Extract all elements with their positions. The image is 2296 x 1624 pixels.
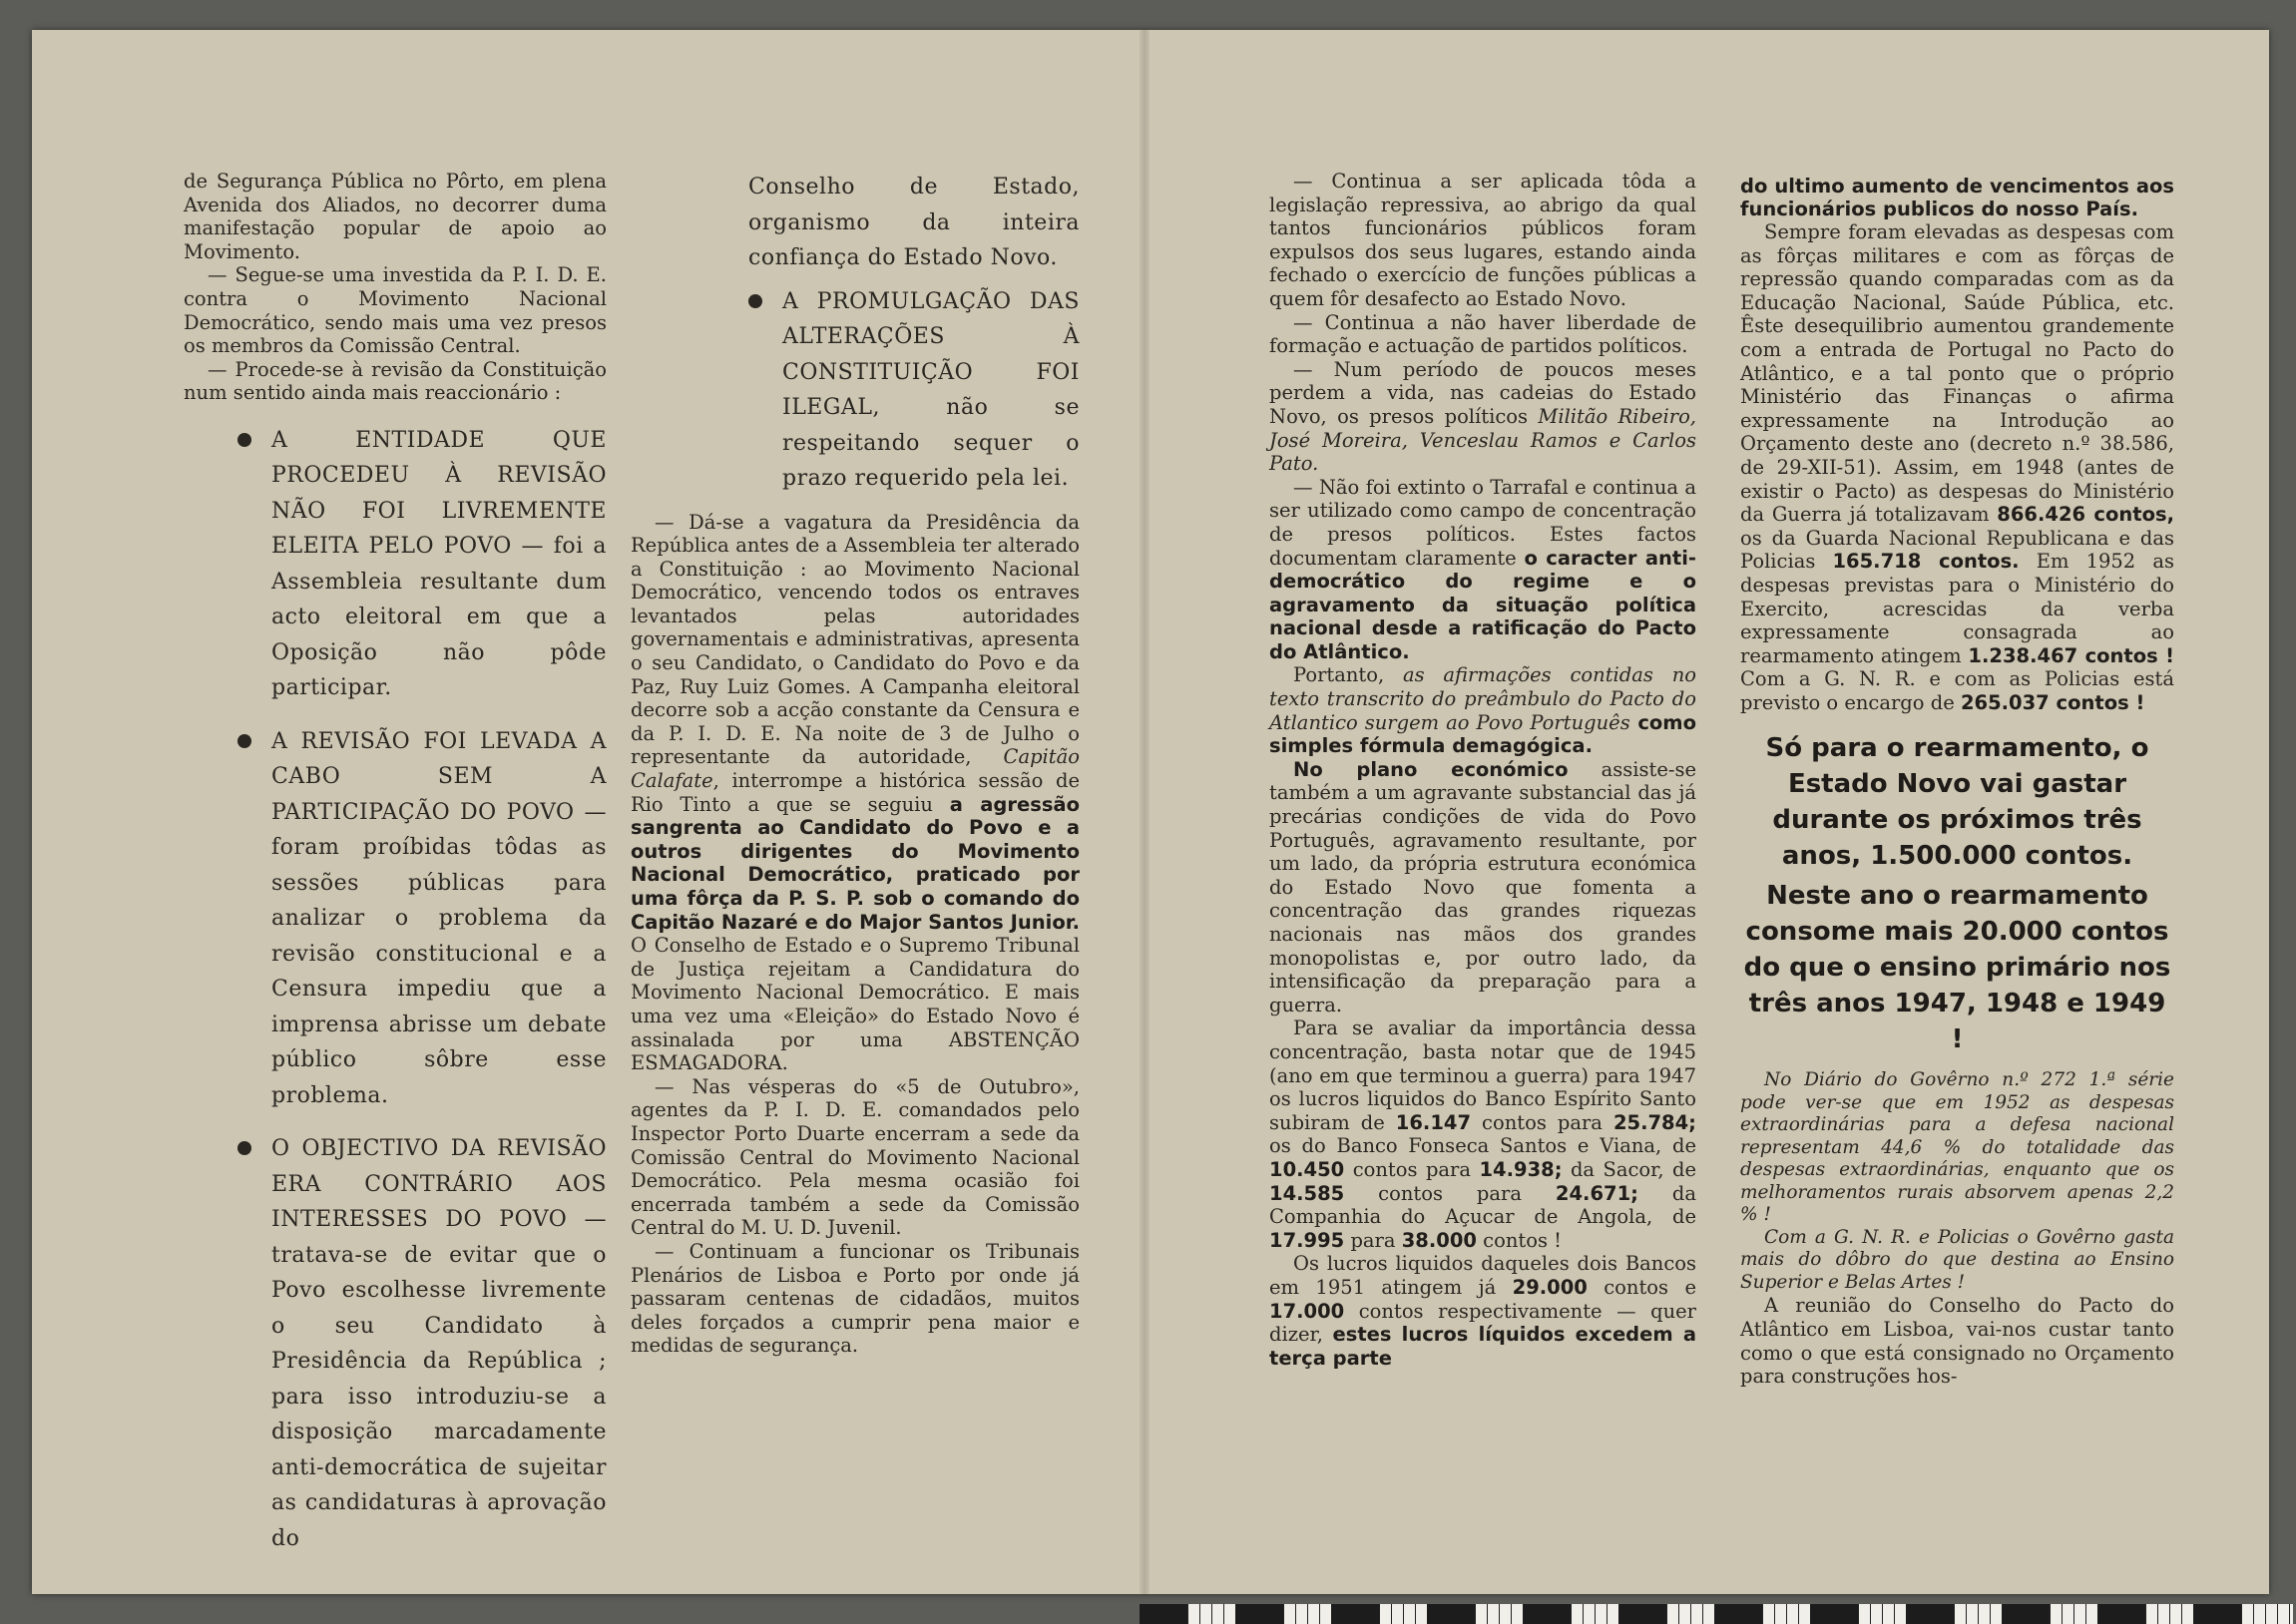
bullet-item — [237, 423, 607, 706]
text-run: Portanto, — [1293, 663, 1403, 687]
text-run: contos e — [1587, 1275, 1696, 1299]
bullet-item — [237, 1131, 607, 1556]
text-run: contos para — [1471, 1110, 1613, 1134]
text-run: contos para — [1344, 1157, 1480, 1181]
number: 38.000 — [1401, 1228, 1477, 1252]
ruler-segment — [1331, 1604, 1379, 1624]
paragraph: — Continua a ser aplicada tôda a legislação repressiva, ao abrigo da qual tantos funcionários públicos foram expulsos dos seus lugares, estando ainda fechado o exercício de funções públicas a quem fôr desafecto ao Estado Novo. — [1269, 170, 1696, 310]
text-run: os do Banco Fonseca Santos e Viana, de — [1269, 1134, 1696, 1158]
column-3 — [1269, 170, 1696, 1370]
highlight-heading: Neste ano o rearmamento consome mais 20.000 contos do que o ensino primário nos três anos 1947, 1948 e 1949 ! — [1743, 881, 2171, 1055]
bullet-dot-icon — [237, 734, 251, 748]
highlight-heading: Só para o rearmamento, o Estado Novo vai gastar durante os próximos três anos, 1.500.000 contos. — [1765, 733, 2149, 872]
number: 24.671; — [1555, 1181, 1638, 1205]
bullet-dot-icon — [237, 433, 251, 447]
bold-run: como simples fórmula demagógica. — [1269, 710, 1696, 758]
bullet-dot-icon — [748, 294, 762, 308]
text-run: contos para — [1344, 1181, 1556, 1205]
column-4 — [1740, 175, 2174, 1389]
text-run: Os lucros liquidos daqueles dois Bancos em 1951 atingem já — [1269, 1252, 1696, 1299]
text-run: Para se avaliar da importância dessa concentração, basta notar que de 1945 (ano em que terminou a guerra) para 1947 os lucros liquidos do Banco Espírito Santo subiram de — [1269, 1016, 1696, 1134]
bullet-item — [237, 724, 607, 1114]
text-run: O Conselho de Estado e o Supremo Tribunal de Justiça rejeitam a Candidatura do Movimento Nacional Democrático. E mais uma vez uma «Eleição» do Estado Novo é assinalada por uma ABSTENÇÃO ESMAGADORA. — [631, 934, 1080, 1075]
text-run: da Sacor, de — [1562, 1157, 1696, 1181]
paragraph: — Continua a não haver liberdade de formação e actuação de partidos políticos. — [1269, 310, 1696, 358]
number: 16.147 — [1395, 1110, 1472, 1134]
italic-run: as afirmações contidas no texto transcrito do preâmbulo do Pacto do Atlantico surgem ao Povo Português — [1269, 663, 1696, 734]
text-run: — Dá-se a vagatura da Presidência da República antes de a Assembleia ter alterado a Constituição : ao Movimento Nacional Democrático, vencendo todos os entraves levantados pelas autoridades governamentais e administrativas, apresenta o seu Candidato, o Candidato do Povo e da Paz, Ruy Luiz Gomes. A Campanha eleitoral decorre sob a acção constante da Censura e da P. I. D. E. Na noite de 3 de Julho o representante da autoridade, — [631, 510, 1080, 769]
ruler-segment — [1140, 1604, 1187, 1624]
paragraph — [1269, 358, 1696, 476]
number: 17.995 — [1269, 1228, 1345, 1252]
number: 14.938; — [1479, 1157, 1563, 1181]
number: 29.000 — [1512, 1275, 1588, 1299]
ruler-segment — [1427, 1604, 1475, 1624]
italic-paragraph: Com a G. N. R. e Policias o Govêrno gasta mais do dôbro do que destina ao Ensino Superior e Belas Artes ! — [1740, 1226, 2174, 1293]
bullet-caps: A REVISÃO FOI LEVADA A CABO SEM A PARTICIPAÇÃO DO POVO — [271, 728, 607, 825]
scale-ruler — [1140, 1604, 2293, 1624]
bold-run: No plano económico — [1293, 757, 1569, 781]
text-run: — Num período de poucos meses perdem a vida, nas cadeias do Estado Novo, os presos políticos — [1269, 357, 1696, 428]
number: 165.718 contos. — [1832, 550, 2020, 574]
ruler-segment — [1618, 1604, 1666, 1624]
text-run: da Companhia do Açucar de Angola, de — [1269, 1181, 1696, 1229]
paragraph: — Continuam a funcionar os Tribunais Plenários de Lisboa e Porto por onde já passaram centenas de cidadãos, muitos deles forçados a cumprir pena maior e medidas de segurança. — [631, 1239, 1080, 1358]
document-sheet — [32, 30, 2269, 1594]
bullet-caps: A PROMULGAÇÃO DAS ALTERAÇÕES À CONSTITUIÇÃO FOI ILEGAL — [782, 288, 1080, 420]
number: 14.585 — [1269, 1181, 1345, 1205]
paragraph: — Nas vésperas do «5 de Outubro», agentes da P. I. D. E. comandados pelo Inspector Porto Duarte encerram a sede da Comissão Central do Movimento Nacional Democrático. Pela mesma ocasião foi encerrada também a sede da Comissão Central do M. U. D. Juvenil. — [631, 1074, 1080, 1240]
number: 866.426 contos, — [1997, 503, 2174, 527]
text-run: Com a G. N. R. e com as Policias está previsto o encargo de — [1740, 667, 2174, 714]
bullet-dot-icon — [237, 1141, 251, 1155]
ruler-segment — [1523, 1604, 1571, 1624]
number: 10.450 — [1269, 1157, 1345, 1181]
paragraph — [1269, 1016, 1696, 1252]
text-run: contos respectivamente — quer dizer, — [1269, 1299, 1696, 1347]
paragraph: Conselho de Estado, organismo da inteira confiança do Estado Novo. — [748, 175, 1080, 270]
text-run: contos ! — [1476, 1228, 1562, 1252]
column-1 — [184, 170, 607, 1556]
number: 25.784; — [1612, 1110, 1696, 1134]
paragraph: — Procede-se à revisão da Constituição num sentido ainda mais reaccionário : — [184, 357, 607, 405]
italic-run: Capitão Calafate — [631, 745, 1080, 793]
bullet-caps: A ENTIDADE QUE PROCEDEU À REVISÃO NÃO FOI LIVREMENTE ELEITA PELO POVO — [271, 427, 607, 560]
text-run: para — [1344, 1228, 1402, 1252]
ruler-segment — [1235, 1604, 1283, 1624]
ruler-segment — [2002, 1604, 2050, 1624]
paragraph — [1740, 220, 2174, 714]
text-run: , interrompe a histórica sessão de Rio Tinto a que se seguiu — [631, 769, 1080, 816]
center-fold — [1140, 30, 1149, 1594]
text-run: Em 1952 as despesas previstas para o Ministério do Exercito, acrescidas da verba expressamente consagrada ao rearmamento atingem — [1740, 550, 2174, 667]
bullet-text: — foram proíbidas tôdas as sessões públicas para analizar o problema da revisão constitucional e a Censura impediu que a imprensa abrisse um debate público sôbre esse problema. — [271, 799, 607, 1108]
bold-run: o caracter anti-democrático do regime e o agravamento da situação política nacional desde a ratificação do Pacto do Atlântico. — [1269, 546, 1696, 663]
paragraph — [631, 511, 1080, 1075]
paragraph: A reunião do Conselho do Pacto do Atlântico em Lisboa, vai-nos custar tanto como o que está consignado no Orçamento para construções hos- — [1740, 1294, 2174, 1389]
text-run: assiste-se também a um agravante substancial das já precárias condições de vida do Povo Português, agravamento resultante, por um lado, da própria estrutura económica do Estado Novo que fomenta a concentração das grandes riquezas nacionais nas mãos dos grandes monopolistas e, por outro lado, da intensificação da preparação para a guerra. — [1269, 757, 1696, 1016]
paragraph — [1269, 663, 1696, 757]
paragraph — [1269, 1252, 1696, 1370]
bullet-text: — foi a Assembleia resultante dum acto eleitoral em que a Oposição não pôde participar. — [271, 534, 607, 701]
column-2 — [631, 170, 1080, 1358]
paragraph — [1269, 758, 1696, 1017]
number: 17.000 — [1269, 1299, 1345, 1323]
bold-run: a agressão sangrenta ao Candidato do Povo e a outros dirigentes do Movimento Nacional Democrático, praticado por uma fôrça da P. S. P. sob o comando do Capitão Nazaré e do Major Santos Junior. — [631, 792, 1080, 934]
bold-run: estes lucros líquidos excedem a terça parte — [1269, 1323, 1697, 1370]
ruler-segment — [1714, 1604, 1762, 1624]
ruler-segment — [2193, 1604, 2241, 1624]
number: 1.238.467 contos ! — [1968, 643, 2174, 667]
bullet-text: , não se respeitando sequer o prazo requerido pela lei. — [782, 395, 1080, 491]
paragraph: — Segue-se uma investida da P. I. D. E. contra o Movimento Nacional Democrático, sendo mais uma vez presos os membros da Comissão Central. — [184, 263, 607, 358]
text-run: — Não foi extinto o Tarrafal e continua a ser utilizado como campo de concentração de presos políticos. Estes factos documentam claramente — [1269, 475, 1696, 570]
italic-run: Militão Ribeiro, José Moreira, Venceslau Ramos e Carlos Pato. — [1269, 404, 1697, 476]
bullet-item — [748, 284, 1080, 497]
paragraph-bold: do ultimo aumento de vencimentos aos funcionários publicos do nosso País. — [1740, 175, 2174, 220]
number: 265.037 contos ! — [1960, 690, 2145, 714]
ruler-segment — [1906, 1604, 1954, 1624]
paragraph — [1269, 476, 1696, 664]
paragraph: de Segurança Pública no Pôrto, em plena Avenida dos Aliados, no decorrer duma manifestação popular de apoio ao Movimento. — [184, 170, 607, 263]
ruler-segment — [1810, 1604, 1858, 1624]
text-run: Sempre foram elevadas as despesas com as fôrças militares e com as fôrças de repressão quando comparadas com as da Educação Nacional, Saúde Pública, etc. Êste desequilibrio aumentou grandemente com a entrada de Portugal no Pacto do Atlântico, e a tal ponto que o próprio Ministério das Finanças o afirma expressamente na Introdução ao Orçamento deste ano (decreto n.º 38.586, de 29-XII-51). Assim, em 1948 (antes de existir o Pacto) as despesas do Ministério da Guerra já totalizavam — [1740, 220, 2174, 527]
italic-paragraph: No Diário do Govêrno n.º 272 1.ª série pode ver-se que em 1952 as despesas extraordinárias para a defesa nacional representam 44,6 % do totalidade das despesas extraordinárias, enquanto que os melhoramentos rurais absorvem apenas 2,2 % ! — [1740, 1069, 2174, 1226]
text-run: os da Guarda Nacional Republicana e das Policias — [1740, 526, 2174, 574]
bullet-text: — tratava-se de evitar que o Povo escolhesse livremente o seu Candidato à Presidência da República ; para isso introduziu-se a disposição marcadamente anti-democrática de sujeitar as candidaturas à aprovação do — [271, 1207, 607, 1551]
bullet-caps: O OBJECTIVO DA REVISÃO ERA CONTRÁRIO AOS INTERESSES DO POVO — [271, 1136, 607, 1233]
ruler-segment — [2097, 1604, 2145, 1624]
